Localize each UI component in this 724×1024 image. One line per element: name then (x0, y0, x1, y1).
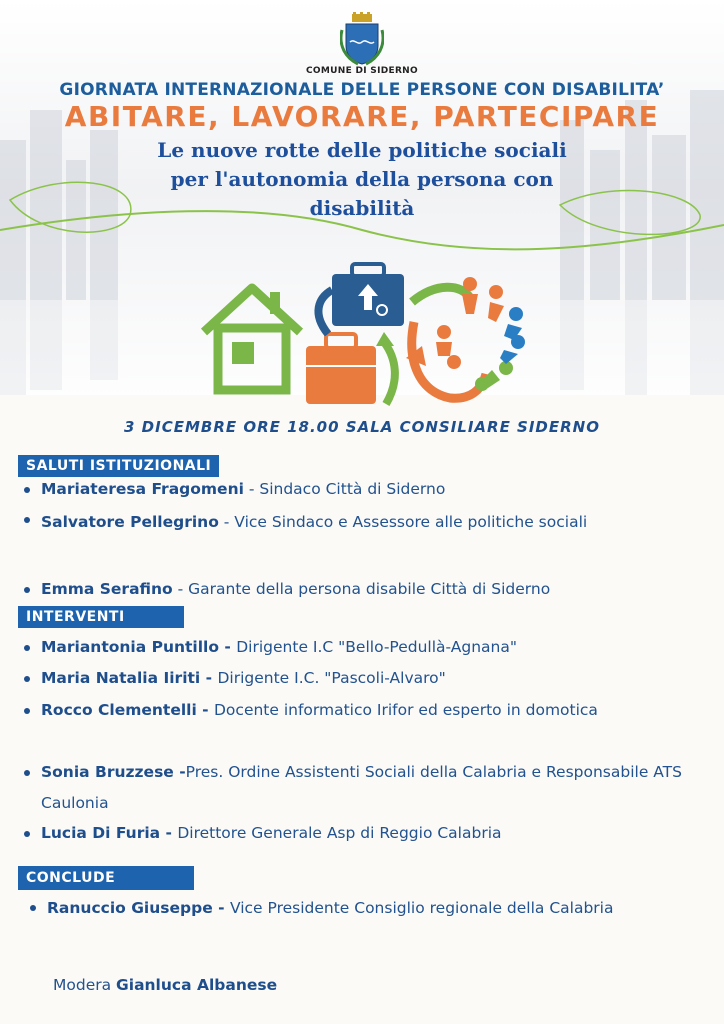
event-subtitle (100, 136, 624, 223)
comune-label: COMUNE DI SIDERNO (306, 66, 418, 76)
speaker-name: Sonia Bruzzese - (41, 763, 186, 781)
orange-briefcase-icon (306, 334, 376, 404)
people-circle-icon (436, 277, 525, 391)
subtitle-line: Le nuove rotte delle politiche sociali (157, 138, 567, 162)
bullet-icon (30, 905, 36, 911)
list-item (24, 632, 704, 663)
speaker-role: - Garante della persona disabile Città di Siderno (172, 580, 551, 598)
bullet-icon (24, 708, 30, 714)
speaker-name: Rocco Clementelli - (41, 701, 214, 719)
speaker-role: Vice Presidente Consiglio regionale della Calabria (229, 899, 614, 917)
speaker-role: Direttore Generale Asp di Reggio Calabria (177, 824, 502, 842)
list-item (30, 896, 690, 920)
house-icon (204, 288, 300, 390)
speaker-role: Dirigente I.C "Bello-Pedullà-Agnana" (236, 638, 518, 656)
list-item (24, 757, 684, 819)
list-item (24, 504, 684, 540)
speaker-role: - Sindaco Città di Siderno (243, 480, 446, 498)
list-item (24, 818, 704, 849)
event-date-location: 3 DICEMBRE ORE 18.00 SALA CONSILIARE SIDERNO (124, 418, 600, 436)
bullet-icon (24, 587, 30, 593)
bullet-icon (24, 676, 30, 682)
speaker-role: Pres. Ordine Assistenti Sociali della Calabria e Responsabile ATS Caulonia (41, 763, 682, 812)
event-headline: ABITARE, LAVORARE, PARTECIPARE (64, 100, 660, 133)
speaker-role: Docente informatico Irifor ed esperto in domotica (214, 701, 598, 719)
section-interventi-label: INTERVENTI (18, 606, 184, 628)
list-item (24, 474, 704, 505)
inclusion-logo-illustration (200, 262, 530, 410)
moderator-name: Gianluca Albanese (116, 976, 278, 994)
speaker-name: Mariantonia Puntillo - (41, 638, 237, 656)
speaker-name: Maria Natalia Iiriti - (41, 669, 218, 687)
list-item (24, 695, 684, 726)
speaker-name: Ranuccio Giuseppe - (47, 899, 230, 917)
list-item (24, 663, 704, 694)
speaker-name: Lucia Di Furia - (41, 824, 178, 842)
bullet-icon (24, 831, 30, 837)
bullet-icon (24, 487, 30, 493)
speaker-role: - Vice Sindaco e Assessore alle politiche sociali (218, 513, 588, 531)
section-saluti-label: SALUTI ISTITUZIONALI (18, 455, 219, 477)
municipal-crest-icon (340, 12, 384, 66)
moderator-line (53, 976, 277, 994)
speaker-role: Dirigente I.C. "Pascoli-Alvaro" (217, 669, 446, 687)
bullet-icon (24, 645, 30, 651)
moderator-prefix: Modera (53, 976, 117, 994)
subtitle-line: per l'autonomia della persona con (170, 167, 554, 191)
subtitle-line: disabilità (309, 196, 415, 220)
speaker-name: Mariateresa Fragomeni (41, 480, 244, 498)
speaker-name: Salvatore Pellegrino (41, 513, 219, 531)
section-conclude-label: CONCLUDE (18, 866, 194, 890)
list-item (24, 574, 704, 605)
bullet-icon (24, 770, 30, 776)
speaker-name: Emma Serafino (41, 580, 173, 598)
blue-briefcase-icon (332, 264, 404, 326)
event-title: GIORNATA INTERNAZIONALE DELLE PERSONE CON DISABILITA’ (59, 80, 665, 100)
bullet-icon (24, 517, 30, 523)
